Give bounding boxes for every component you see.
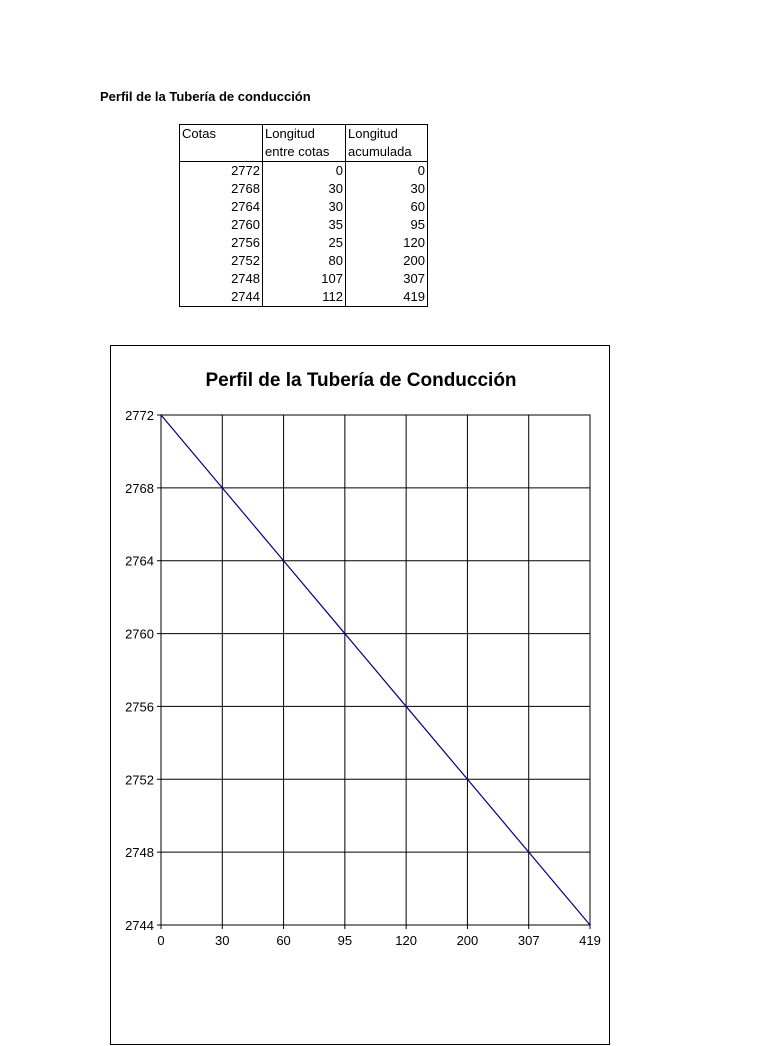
header-cotas	[180, 125, 263, 162]
y-tick-label: 2760	[125, 626, 154, 642]
x-tick-label: 60	[276, 933, 291, 948]
table-row	[180, 270, 428, 288]
table-row	[180, 216, 428, 234]
data-point	[221, 487, 223, 489]
header-label: Longitud	[348, 126, 398, 141]
cell-cota: 2760	[180, 216, 263, 234]
chart-grid	[157, 415, 590, 929]
header-label: Longitud	[265, 126, 315, 141]
header-longitud-entre-cotas	[263, 125, 346, 162]
y-tick-label: 2764	[125, 553, 154, 569]
cell-longitud-acumulada: 95	[346, 216, 428, 234]
data-point	[467, 778, 469, 780]
x-tick-label: 95	[337, 933, 353, 948]
table-row	[180, 288, 428, 307]
cell-longitud-acumulada: 0	[346, 162, 428, 181]
cell-cota: 2756	[180, 234, 263, 252]
header-label: acumulada	[348, 144, 412, 159]
y-tick-label: 2752	[125, 772, 154, 788]
cell-longitud-entre: 0	[263, 162, 346, 181]
cell-longitud-acumulada: 419	[346, 288, 428, 307]
table-row	[180, 162, 428, 181]
cell-longitud-entre: 30	[263, 198, 346, 216]
x-tick-label: 120	[395, 933, 417, 948]
chart-axes	[125, 408, 601, 948]
y-tick-label: 2748	[125, 845, 154, 861]
cell-cota: 2752	[180, 252, 263, 270]
cell-longitud-entre: 112	[263, 288, 346, 307]
cell-longitud-entre: 30	[263, 180, 346, 198]
data-point	[344, 633, 346, 635]
data-point	[528, 851, 530, 853]
y-tick-label: 2772	[125, 408, 154, 423]
cell-longitud-acumulada: 120	[346, 234, 428, 252]
x-tick-label: 30	[215, 933, 230, 948]
cell-longitud-entre: 80	[263, 252, 346, 270]
header-label: entre cotas	[265, 144, 330, 159]
table-row	[180, 234, 428, 252]
table-row	[180, 252, 428, 270]
cell-longitud-entre: 25	[263, 234, 346, 252]
header-label: Cotas	[182, 126, 216, 141]
cell-cota: 2748	[180, 270, 263, 288]
table-row	[180, 198, 428, 216]
data-point	[283, 560, 285, 562]
cell-cota: 2744	[180, 288, 263, 307]
cell-cota: 2768	[180, 180, 263, 198]
x-tick-label: 200	[456, 933, 479, 948]
y-tick-label: 2756	[125, 699, 154, 715]
series-line	[161, 415, 590, 925]
data-point	[589, 924, 591, 926]
x-tick-label: 307	[517, 933, 540, 948]
cell-longitud-acumulada: 30	[346, 180, 428, 198]
y-tick-label: 2768	[125, 480, 154, 496]
y-tick-label: 2744	[125, 918, 154, 933]
document-title: Perfil de la Tubería de conducción	[100, 89, 311, 104]
table-row	[180, 180, 428, 198]
chart-title: Perfil de la Tubería de Conducción	[205, 370, 517, 391]
data-point	[160, 414, 162, 416]
cotas-table	[179, 124, 428, 307]
header-longitud-acumulada	[346, 125, 428, 162]
chart-series	[160, 414, 591, 926]
cell-longitud-acumulada: 307	[346, 270, 428, 288]
cell-longitud-entre: 107	[263, 270, 346, 288]
x-tick-label: 0	[157, 933, 165, 948]
x-tick-label: 419	[579, 933, 601, 948]
cell-cota: 2764	[180, 198, 263, 216]
cell-longitud-acumulada: 60	[346, 198, 428, 216]
cell-longitud-acumulada: 200	[346, 252, 428, 270]
cell-longitud-entre: 35	[263, 216, 346, 234]
profile-chart	[111, 346, 611, 1046]
cell-cota: 2772	[180, 162, 263, 181]
chart-frame	[110, 345, 610, 1045]
data-point	[405, 706, 407, 708]
table-header-row	[180, 125, 428, 162]
